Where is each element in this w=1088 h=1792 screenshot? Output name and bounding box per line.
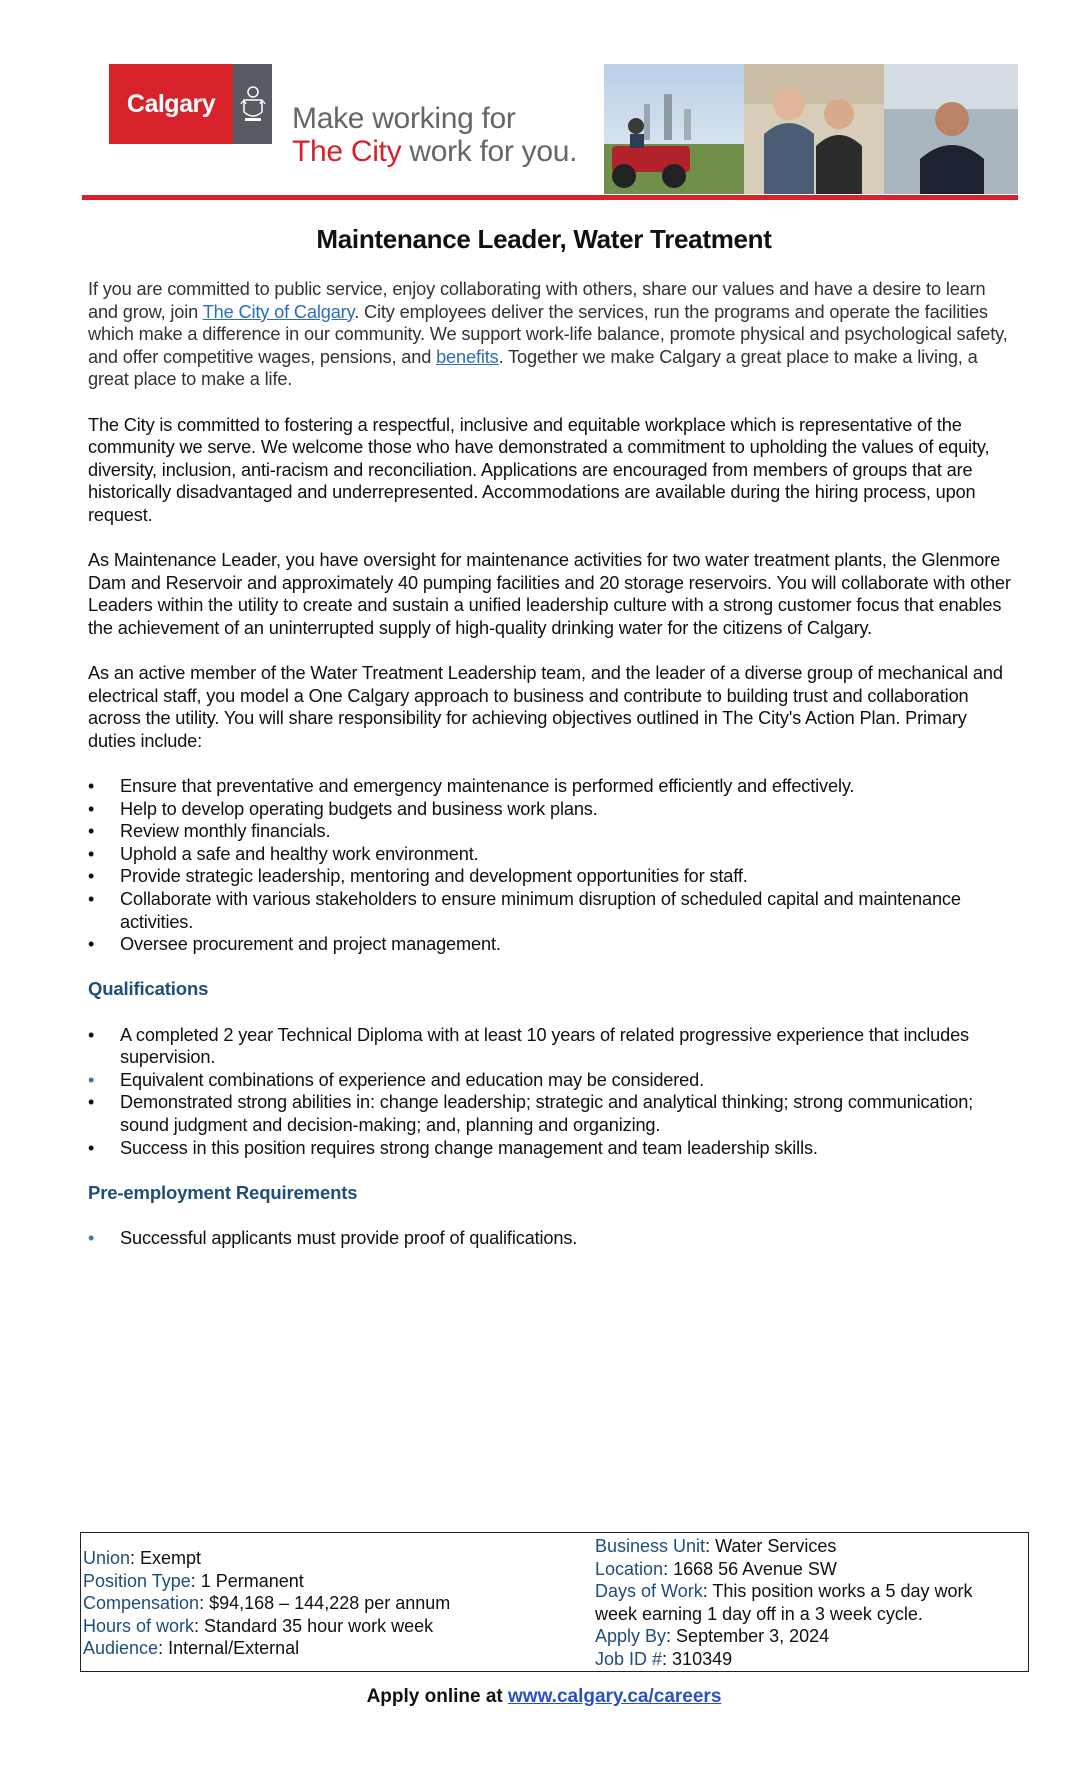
duties-intro-paragraph: As an active member of the Water Treatment Leadership team, and the leader of a diverse group of mechanical and electrical staff, you model a One Calgary approach to business and contribute to building trust and collaboration across the utility. You will share responsibility for achieving objectives outlined in The City's Action Plan. Primary duties include: (88, 663, 1003, 751)
duties-list (88, 775, 1018, 956)
hours-label: Hours of work (83, 1615, 195, 1636)
list-item: • Equivalent combinations of experience and education may be considered. (88, 1069, 1018, 1092)
location-row (595, 1558, 1015, 1581)
apply-by-row (595, 1625, 1015, 1648)
tagline-line-1: Make working for (292, 102, 516, 135)
list-item: • Successful applicants must provide proof of qualifications. (88, 1227, 1018, 1250)
days-label: Days of Work (595, 1581, 703, 1602)
apply-by-value: : September 3, 2024 (666, 1626, 830, 1647)
qualifications-heading: Qualifications (88, 978, 209, 1000)
list-item: • Ensure that preventative and emergency maintenance is performed efficiently and effectively. (88, 775, 1018, 798)
intro-text-end: . Together we make Calgary a great place to make a living, a great place to make a life. (88, 346, 978, 390)
list-item: • Help to develop operating budgets and business work plans. (88, 798, 1018, 821)
pre-employment-heading: Pre-employment Requirements (88, 1181, 358, 1203)
business-unit-value: : Water Services (705, 1536, 837, 1556)
banner-tagline (292, 102, 577, 168)
union-value: : Exempt (130, 1548, 202, 1568)
calgary-logo (109, 64, 272, 144)
hours-row (83, 1615, 583, 1638)
days-of-work-row (595, 1580, 1015, 1625)
job-id-label: Job ID # (595, 1648, 663, 1669)
job-details-right (595, 1535, 1015, 1671)
list-item: • A completed 2 year Technical Diploma with at least 10 years of related progressive experience that includes supervision. (88, 1024, 1018, 1069)
job-id-value: : 310349 (662, 1648, 733, 1669)
compensation-row (83, 1592, 583, 1615)
coat-of-arms-icon (233, 64, 272, 144)
list-item: • Review monthly financials. (88, 820, 1018, 843)
page-title: Maintenance Leader, Water Treatment (316, 224, 772, 254)
business-unit-row (595, 1535, 1015, 1558)
position-type-label: Position Type (83, 1570, 191, 1591)
tagline-line-2 (292, 135, 577, 168)
audience-label: Audience (83, 1638, 159, 1659)
careers-link[interactable]: www.calgary.ca/careers (508, 1686, 722, 1707)
apply-online-line (0, 1686, 1088, 1708)
qualifications-list (88, 1024, 1018, 1160)
hours-value: : Standard 35 hour work week (194, 1615, 434, 1636)
list-item: • Collaborate with various stakeholders to ensure minimum disruption of scheduled capital and maintenance activities. (88, 888, 1018, 933)
intro-text-start: If you are committed to public service, enjoy collaborating with others, share our values and have a desire to learn and grow, join (88, 279, 986, 322)
posting-body (88, 278, 1018, 1272)
location-label: Location (595, 1558, 664, 1579)
list-item: • Demonstrated strong abilities in: change leadership; strategic and analytical thinking; strong communication; sound judgment and decision-making; and, planning and organizing. (88, 1091, 1018, 1136)
intro-text-middle: . City employees deliver the services, run the programs and operate the facilities which make a difference in our community. We support work-life balance, promote physical and psychological safety, and offer competitive wages, pensions, and (88, 301, 1008, 367)
pre-employment-list (88, 1227, 1018, 1250)
logo-wordmark: Calgary (109, 64, 233, 144)
audience-value: : Internal/External (158, 1638, 300, 1659)
tagline-rest-text: work for you. (401, 135, 578, 168)
job-details-left (83, 1547, 583, 1660)
apply-text: Apply online at (366, 1686, 509, 1707)
employee-photo-collage (604, 64, 1018, 194)
union-row (83, 1547, 583, 1570)
intro-paragraph (88, 278, 1018, 391)
position-type-row (83, 1570, 583, 1593)
inclusion-paragraph: The City is committed to fostering a respectful, inclusive and equitable workplace which is representative of the community we serve. We welcome those who have demonstrated a commitment to upholding the values of equity, diversity, inclusion, anti-racism and reconciliation. Applications are encouraged from members of groups that are historically disadvantaged and underrepresented. Accommodations are available during the hiring process, upon request. (88, 414, 990, 525)
job-details-box (80, 1532, 1029, 1672)
role-paragraph: As Maintenance Leader, you have oversight for maintenance activities for two water treatment plants, the Glenmore Dam and Reservoir and approximately 40 pumping facilities and 20 storage reservoirs. You will collaborate with other Leaders within the utility to create and sustain a unified leadership culture with a strong customer focus that enables the achievement of an uninterrupted supply of high-quality drinking water for the citizens of Calgary. (88, 550, 1011, 638)
audience-row (83, 1637, 583, 1660)
banner-divider (82, 195, 1018, 200)
tagline-red-text: The City (292, 135, 402, 168)
compensation-value: : $94,168 – 144,228 per annum (199, 1593, 451, 1614)
list-item: • Oversee procurement and project management. (88, 933, 1018, 956)
header-banner (82, 62, 1018, 196)
benefits-link[interactable]: benefits (436, 346, 499, 367)
apply-by-label: Apply By (595, 1626, 667, 1647)
business-unit-label: Business Unit (595, 1536, 706, 1556)
list-item: • Success in this position requires strong change management and team leadership skills. (88, 1137, 1018, 1160)
compensation-label: Compensation (83, 1593, 200, 1614)
list-item: • Uphold a safe and healthy work environment. (88, 843, 1018, 866)
position-type-value: : 1 Permanent (190, 1570, 304, 1591)
job-id-row (595, 1648, 1015, 1671)
list-item: • Provide strategic leadership, mentoring and development opportunities for staff. (88, 865, 1018, 888)
union-label: Union (83, 1548, 131, 1568)
location-value: : 1668 56 Avenue SW (663, 1558, 837, 1579)
days-value: : This position works a 5 day work week earning 1 day off in a 3 week cycle. (595, 1581, 973, 1624)
city-of-calgary-link[interactable]: The City of Calgary (202, 301, 355, 322)
